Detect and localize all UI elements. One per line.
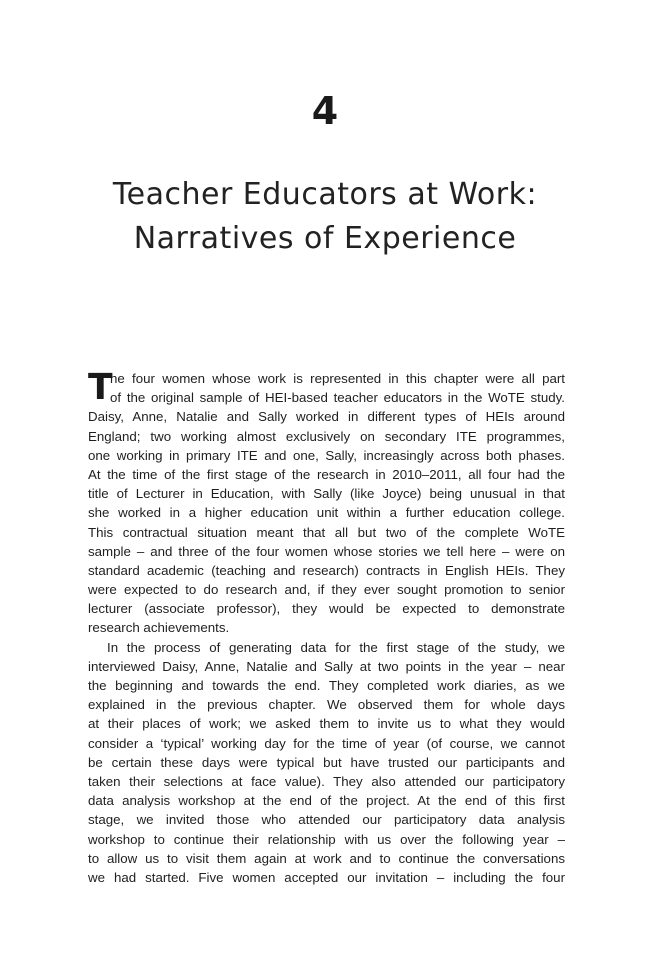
text-line: he four women whose work is represented in this chapter were all part: [110, 371, 565, 386]
text-line: be certain these days were typical but have trusted our participants and: [88, 754, 565, 770]
text-line: England; two working almost exclusively on secondary ITE programmes,: [88, 428, 565, 444]
text-line: This contractual situation meant that all but two of the complete WoTE: [88, 524, 565, 540]
text-line: data analysis workshop at the end of the project. At the end of this first: [88, 793, 565, 809]
text-line: research achievements.: [88, 620, 230, 636]
text-line: interviewed Daisy, Anne, Natalie and Sally at two points in the year – near: [88, 658, 565, 674]
text-line: consider a ‘typical’ working day for the time of year (of course, we cannot: [88, 735, 565, 751]
text-line: title of Lecturer in Education, with Sally (like Joyce) being unusual in that: [88, 486, 565, 502]
body-text: [88, 369, 565, 887]
text-line: Daisy, Anne, Natalie and Sally worked in different types of HEIs around: [88, 409, 565, 425]
text-line: the beginning and towards the end. They completed work diaries, as we: [88, 678, 565, 693]
chapter-title: [0, 173, 650, 261]
text-line: at their places of work; we asked them to invite us to what they would: [88, 716, 565, 732]
text-line: taken their selections at face value). They also attended our participatory: [88, 773, 565, 789]
text-line: stage, we invited those who attended our participatory data analysis: [88, 812, 565, 828]
text-line: of the original sample of HEI-based teacher educators in the WoTE study.: [110, 390, 565, 406]
text-line: she worked in a higher education unit within a further education college.: [88, 505, 565, 521]
text-line: At the time of the first stage of the research in 2010–2011, all four had the: [88, 466, 565, 482]
text-line: were expected to do research and, if they ever sought promotion to senior: [88, 582, 565, 598]
chapter-number: 4: [311, 89, 339, 133]
text-line: explained in the previous chapter. We observed them for whole days: [88, 697, 565, 713]
text-line: to allow us to visit them again at work and to continue the conversations: [88, 850, 565, 866]
text-line: we had started. Five women accepted our invitation – including the four: [88, 869, 565, 885]
text-line: sample – and three of the four women whose stories we tell here – were on: [88, 543, 565, 559]
text-line: workshop to continue their relationship with us over the following year –: [88, 831, 565, 847]
chapter-title-line-1: Teacher Educators at Work:: [112, 177, 538, 212]
text-line: standard academic (teaching and research) contracts in English HEIs. They: [88, 562, 565, 578]
chapter-title-line-2: Narratives of Experience: [133, 221, 517, 256]
text-line: In the process of generating data for the first stage of the study, we: [107, 639, 565, 655]
text-line: lecturer (associate professor), they would be expected to demonstrate: [88, 601, 565, 617]
drop-cap: T: [88, 367, 113, 408]
text-line: one working in primary ITE and one, Sally, increasingly across both phases.: [88, 447, 565, 463]
